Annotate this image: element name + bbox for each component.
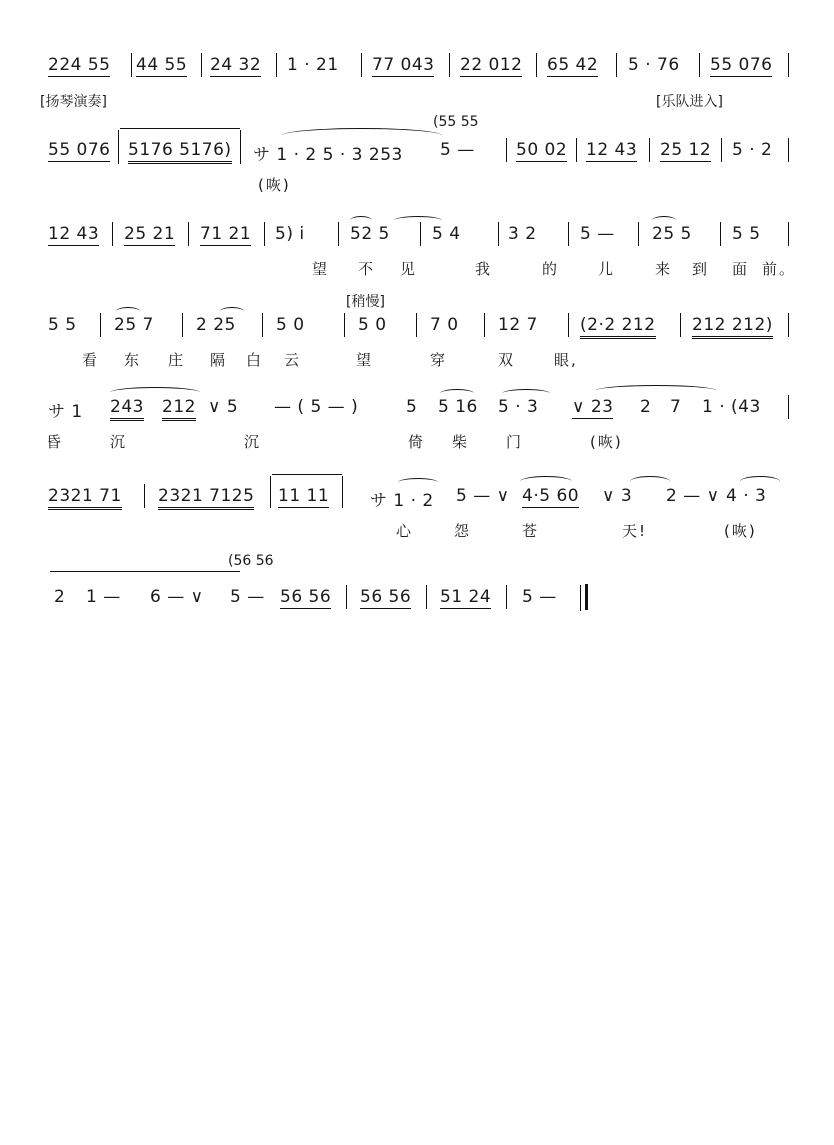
barline bbox=[338, 222, 339, 246]
notes-segment: 1 · 21 bbox=[287, 55, 339, 75]
notes-segment: 224 55 bbox=[48, 55, 111, 75]
lyric-syllable: 我 bbox=[475, 260, 493, 278]
barline bbox=[536, 53, 537, 77]
lyric-syllable: 苍 bbox=[522, 522, 540, 540]
notes-segment: 2321 7125 bbox=[158, 486, 254, 510]
barline bbox=[342, 476, 343, 508]
notes-segment: 5 4 bbox=[432, 224, 461, 244]
annotation-band-entry: [乐队进入] bbox=[656, 94, 723, 110]
barline bbox=[262, 313, 263, 337]
notes-segment: 4·5 60 bbox=[522, 486, 580, 506]
notes-segment: 5 · 2 bbox=[732, 140, 773, 160]
notes-segment: 24 32 bbox=[210, 55, 262, 75]
barline bbox=[112, 222, 113, 246]
notes-segment: ∨ 3 bbox=[602, 486, 633, 506]
barline bbox=[264, 222, 265, 246]
barline bbox=[720, 222, 721, 246]
lyric-syllable: 看 bbox=[82, 351, 100, 369]
grace-notes: (55 55 bbox=[433, 114, 479, 130]
lyric-syllable: 来 bbox=[655, 260, 673, 278]
notes-segment: 50 02 bbox=[516, 140, 568, 160]
barline bbox=[788, 53, 789, 77]
lyric-syllable: 儿 bbox=[598, 260, 616, 278]
lyric-syllable: 怨 bbox=[454, 522, 472, 540]
barline bbox=[680, 313, 681, 337]
barline bbox=[721, 138, 722, 162]
notes-segment: 55 076 bbox=[710, 55, 773, 75]
notes-segment: 212 212) bbox=[692, 315, 773, 339]
notes-segment: 25 7 bbox=[114, 315, 154, 335]
annotation-yangqin: [扬琴演奏] bbox=[40, 94, 107, 110]
lyric-syllable: 门 bbox=[506, 433, 524, 451]
barline bbox=[344, 313, 345, 337]
barline bbox=[506, 585, 507, 609]
final-barline-thin bbox=[580, 585, 581, 611]
notes-segment: 5 16 bbox=[438, 397, 478, 417]
notes-segment: 12 43 bbox=[48, 224, 100, 244]
notes-segment: 12 7 bbox=[498, 315, 538, 335]
notes-segment: 5 — bbox=[440, 140, 475, 160]
barline bbox=[616, 53, 617, 77]
lyric-syllable: 天! bbox=[622, 522, 648, 540]
barline bbox=[484, 313, 485, 337]
notes-segment: 7 0 bbox=[430, 315, 459, 335]
lyric-syllable: 到 bbox=[692, 260, 710, 278]
barline bbox=[638, 222, 639, 246]
lyric-syllable: 云 bbox=[284, 351, 302, 369]
notes-segment: 5 0 bbox=[276, 315, 305, 335]
notes-segment: — ( 5 — ) bbox=[274, 397, 359, 417]
notes-segment: 5 — bbox=[522, 587, 557, 607]
lyric-syllable: 前。 bbox=[762, 260, 797, 278]
notes-segment: 52 5 bbox=[350, 224, 390, 244]
notes-segment: 5) i bbox=[275, 224, 305, 244]
tie-line bbox=[50, 571, 240, 574]
notes-segment: 77 043 bbox=[372, 55, 435, 75]
notes-segment: サ 1 · 2 5 · 3 253 bbox=[253, 145, 403, 165]
notes-segment: 5 — bbox=[230, 587, 265, 607]
notes-segment: 2321 71 bbox=[48, 486, 122, 510]
barline bbox=[276, 53, 277, 77]
lyric-syllable: 昏 bbox=[46, 433, 64, 451]
notes-segment: 3 2 bbox=[508, 224, 537, 244]
lyric-syllable: 不 bbox=[358, 260, 376, 278]
barline bbox=[361, 53, 362, 77]
notes-segment: 1 — bbox=[86, 587, 121, 607]
lyric-syllable: 望 bbox=[356, 351, 374, 369]
barline bbox=[788, 138, 789, 162]
notes-segment: 11 11 bbox=[278, 486, 330, 506]
lyric-syllable: 望 bbox=[312, 260, 330, 278]
notes-segment: サ 1 · 2 bbox=[370, 491, 434, 511]
barline bbox=[449, 53, 450, 77]
repeat-bracket bbox=[120, 128, 240, 131]
lyric-syllable: (咴) bbox=[590, 433, 623, 451]
lyric-syllable: (咴) bbox=[724, 522, 757, 540]
lyric-syllable: 沉 bbox=[244, 433, 262, 451]
lyric-syllable: (咴) bbox=[258, 176, 291, 194]
notes-segment: 56 56 bbox=[360, 587, 412, 607]
notes-segment: 5 · 3 bbox=[498, 397, 539, 417]
notes-segment: 55 076 bbox=[48, 140, 111, 160]
notes-segment: 56 56 bbox=[280, 587, 332, 607]
barline bbox=[568, 222, 569, 246]
notes-segment: 5 5 bbox=[732, 224, 761, 244]
lyric-syllable: 白 bbox=[246, 351, 264, 369]
lyric-syllable: 倚 bbox=[408, 433, 426, 451]
barline bbox=[201, 53, 202, 77]
notes-segment: 6 — ∨ bbox=[150, 587, 204, 607]
barline bbox=[788, 222, 789, 246]
notes-segment: 25 5 bbox=[652, 224, 692, 244]
notes-segment: 243 bbox=[110, 397, 144, 421]
notes-segment: 25 12 bbox=[660, 140, 712, 160]
lyric-syllable: 隔 bbox=[210, 351, 228, 369]
notes-segment: 12 43 bbox=[586, 140, 638, 160]
notes-segment: サ 1 bbox=[48, 402, 83, 422]
final-barline-thick bbox=[585, 584, 588, 610]
barline bbox=[506, 138, 507, 162]
grace-notes: (56 56 bbox=[228, 553, 274, 569]
barline bbox=[498, 222, 499, 246]
notes-segment: 2 bbox=[54, 587, 66, 607]
barline bbox=[568, 313, 569, 337]
notes-segment: 5176 5176) bbox=[128, 140, 232, 164]
notes-segment: 65 42 bbox=[547, 55, 599, 75]
barline bbox=[270, 476, 271, 508]
lyric-syllable: 见 bbox=[400, 260, 418, 278]
slur bbox=[630, 476, 670, 487]
notes-segment: 212 bbox=[162, 397, 196, 421]
notes-segment: 5 · 76 bbox=[628, 55, 680, 75]
lyric-syllable: 东 bbox=[124, 351, 142, 369]
barline bbox=[576, 138, 577, 162]
notes-segment: 51 24 bbox=[440, 587, 492, 607]
notes-segment: 2 — ∨ bbox=[666, 486, 720, 506]
lyric-syllable: 庄 bbox=[168, 351, 186, 369]
barline bbox=[416, 313, 417, 337]
barline bbox=[188, 222, 189, 246]
barline bbox=[346, 585, 347, 609]
notes-segment: ∨ 5 bbox=[208, 397, 239, 417]
lyric-syllable: 双 bbox=[498, 351, 516, 369]
barline bbox=[118, 130, 119, 164]
lyric-syllable: 沉 bbox=[110, 433, 128, 451]
notes-segment: 4 · 3 bbox=[726, 486, 767, 506]
barline bbox=[788, 395, 789, 419]
lyric-syllable: 穿 bbox=[430, 351, 448, 369]
lyric-syllable: 眼, bbox=[554, 351, 578, 369]
lyric-syllable: 面 bbox=[732, 260, 750, 278]
barline bbox=[182, 313, 183, 337]
notes-segment: 25 21 bbox=[124, 224, 176, 244]
notes-segment: 71 21 bbox=[200, 224, 252, 244]
barline bbox=[240, 130, 241, 164]
notes-segment: 5 5 bbox=[48, 315, 77, 335]
barline bbox=[100, 313, 101, 337]
barline bbox=[131, 53, 132, 77]
notes-segment: 2 25 bbox=[196, 315, 236, 335]
notes-segment: (2·2 212 bbox=[580, 315, 656, 339]
notes-segment: 44 55 bbox=[136, 55, 188, 75]
notes-segment: 1 · (43 bbox=[702, 397, 761, 417]
barline bbox=[420, 222, 421, 246]
annotation-slightly-slower: [稍慢] bbox=[346, 294, 385, 310]
barline bbox=[426, 585, 427, 609]
notes-segment: 5 bbox=[406, 397, 418, 417]
barline bbox=[788, 313, 789, 337]
notes-segment: 2 bbox=[640, 397, 652, 417]
notes-segment: 7 bbox=[670, 397, 682, 417]
slur bbox=[596, 385, 716, 396]
notes-segment: 22 012 bbox=[460, 55, 523, 75]
notes-segment: 5 — bbox=[580, 224, 615, 244]
lyric-syllable: 的 bbox=[542, 260, 560, 278]
notes-segment: ∨ 23 bbox=[572, 397, 614, 417]
barline bbox=[699, 53, 700, 77]
lyric-syllable: 柴 bbox=[452, 433, 470, 451]
notes-segment: 5 0 bbox=[358, 315, 387, 335]
repeat-bracket bbox=[272, 474, 342, 477]
notes-segment: 5 — ∨ bbox=[456, 486, 510, 506]
barline bbox=[144, 484, 145, 508]
lyric-syllable: 心 bbox=[396, 522, 414, 540]
barline bbox=[649, 138, 650, 162]
